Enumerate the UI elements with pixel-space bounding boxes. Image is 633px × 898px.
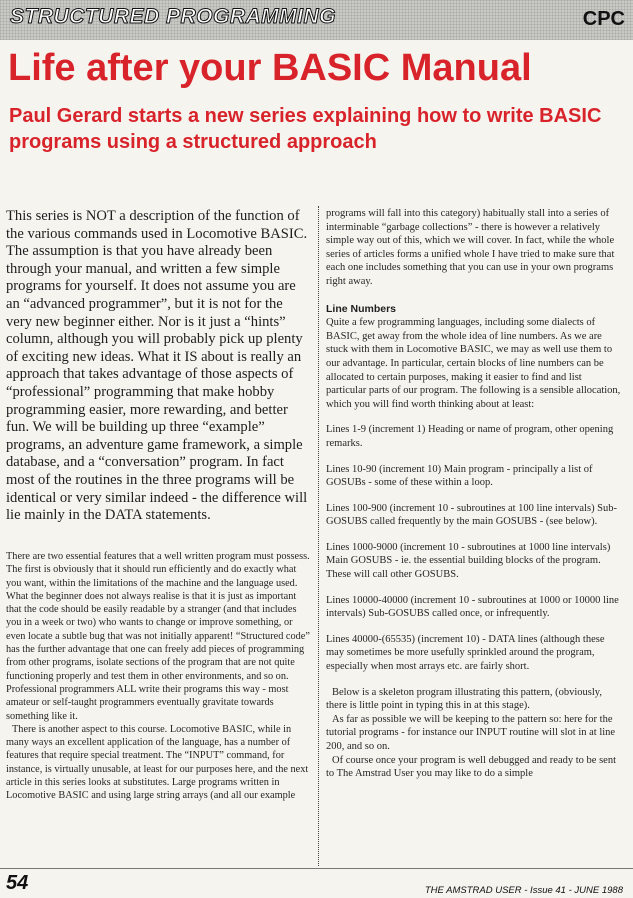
lead-paragraph: This series is NOT a description of the function of the various commands used in Locomotive BASIC. The assumption is that you have already been through your manual, and written a few simple programs for yourself. It does not assume you are an “advanced programmer”, but it is not for the very new beginner either. Nor is it just a “hints” column, although you will probably pick up plenty of exciting new ideas. What it IS about is really an approach that takes advantage of those aspects of “professional” programming that make hobby programming easier, more rewarding, and better fun. We will be building up three “example” programs, an adventure game framework, a simple database, and a “conversation” program. In fact most of the routines in the three programs will be identical or very similar indeed - the difference will lie mainly in the DATA statements. (6, 208, 308, 524)
body-paragraph: As far as possible we will be keeping to the pattern so: here for the tutorial programs - for instance our INPUT routine will slot in at line 200, and so on. (326, 713, 616, 752)
body-paragraph: Quite a few programming languages, including some dialects of BASIC, get away from the whole idea of line numbers. As we are stuck with them in Locomotive BASIC, we may as well use them to our advantage. In particular, certain blocks of line numbers can be allocated to certain purposes, making it easier to find and list particular parts of our program. The following is a sensible allocation, which you will find worth thinking about at least: (326, 317, 621, 410)
section-banner (0, 0, 633, 40)
allocation-item: Lines 1-9 (increment 1) Heading or name of program, other opening remarks. (326, 424, 614, 449)
page-number: 54 (6, 872, 29, 894)
section-label: STRUCTURED PROGRAMMING (10, 5, 336, 28)
platform-label: CPC (582, 8, 625, 30)
subheading-line-numbers: Line Numbers (326, 302, 397, 315)
body-paragraph: There is another aspect to this course. Locomotive BASIC, while in many ways an excellent application of the language, has a number of features that require special treatment. The “INPUT” command, for instance, is virtually unusable, at least for our purposes here, and the next article in this series looks at substitutes. Large programs written in Locomotive BASIC and using large string arrays (and all our example (6, 723, 309, 802)
column-divider (318, 206, 319, 866)
body-paragraph: programs will fall into this category) habitually stall into a series of interminable “garbage collections” - there is however a relatively simple way out of this, which we will cover. In fact, while the whole series of articles forms a unified whole I have tried to make sure that each one includes something that you can use in your own programs right away. (326, 208, 615, 287)
article-title: Life after your BASIC Manual (8, 47, 532, 89)
allocation-item: Lines 1000-9000 (increment 10 - subroutines at 1000 line intervals) Main GOSUBS - ie. the essential building blocks of the program. These will call other GOSUBS. (326, 541, 611, 581)
allocation-item: Lines 40000-(65535) (increment 10) - DATA lines (although these may sometimes be more usefully sprinkled around the program, especially when most arrays etc. are fairly short. (326, 633, 605, 673)
allocation-item: Lines 10000-40000 (increment 10 - subroutines at 1000 or 10000 line intervals) Sub-GOSUBS called once, or infrequently. (326, 594, 619, 620)
body-paragraph: Of course once your program is well debugged and ready to be sent to The Amstrad User you may like to do a simple (326, 754, 616, 780)
allocation-item: Lines 100-900 (increment 10 - subroutines at 100 line intervals) Sub-GOSUBS called frequently by the main GOSUBS - (see below). (326, 502, 618, 528)
left-body-text (6, 550, 310, 803)
allocation-item: Lines 10-90 (increment 10) Main program - principally a list of GOSUBs - some of these within a loop. (326, 463, 593, 489)
right-column (326, 207, 624, 781)
publication-footer: THE AMSTRAD USER - Issue 41 - JUNE 1988 (424, 885, 623, 896)
body-paragraph: Below is a skeleton program illustrating this pattern, (obviously, there is little point in typing this in at this stage). (326, 686, 602, 712)
footer-rule (0, 868, 633, 869)
body-paragraph: There are two essential features that a well written program must possess. The first is obviously that it should run efficiently and do exactly what you want, within the limitations of the machine and the language used. What the beginner does not always realise is that it is just as important that the code should be easily readable by a stranger (and that includes you in a week or two) who wants to change or improve something, or even locate a subtle bug that was not initially apparent! “Structured code” has the further advantage that one can freely add pieces of programming from other programs, isolate sections of the program that are not quite functioning properly and test them in other environments, and so on. Professional programmers ALL write their programs this way - most amateur or self-taught programmers eventually gravitate towards something like it. (6, 551, 310, 722)
article-standfirst: Paul Gerard starts a new series explaining how to write BASIC programs using a structured approach (9, 105, 602, 153)
